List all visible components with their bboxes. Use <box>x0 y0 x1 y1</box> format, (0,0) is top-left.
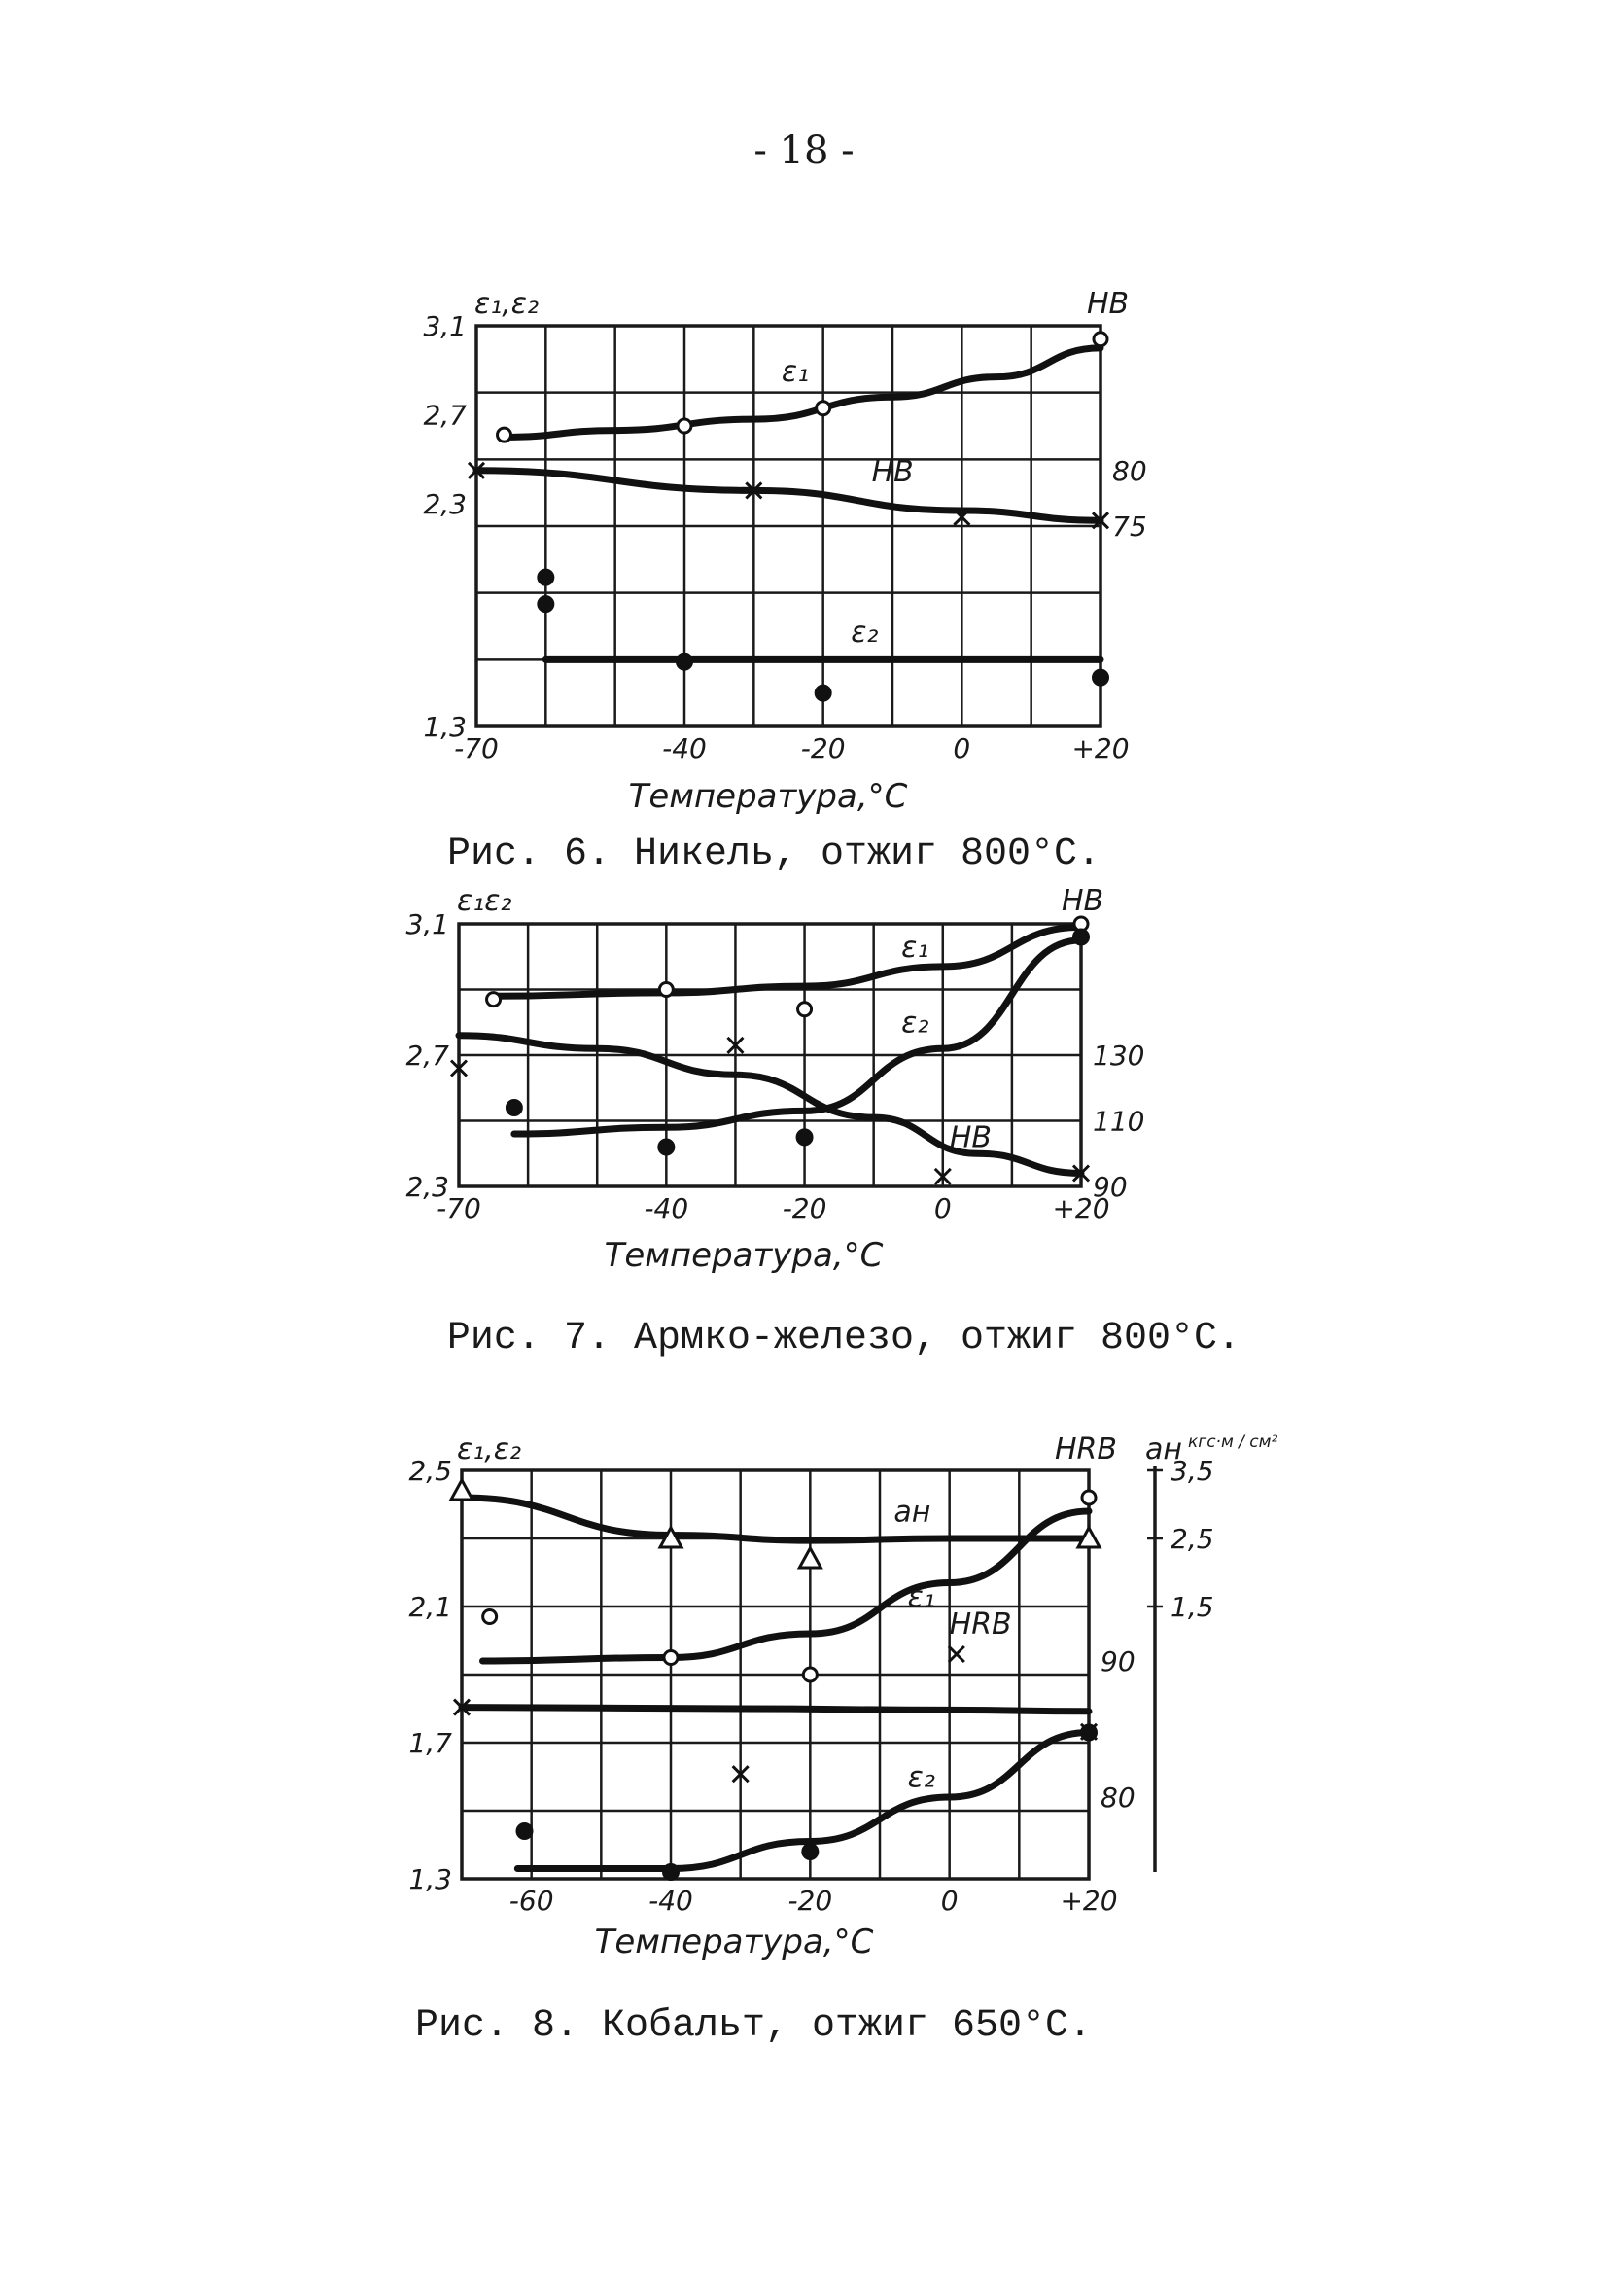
chart-7-x-tick-label: -20 <box>782 1192 827 1224</box>
chart-6-x-tick-label: -70 <box>454 732 499 764</box>
chart-8-y3label: aн <box>1145 1432 1182 1466</box>
chart-6-x-tick-label: -40 <box>662 732 707 764</box>
figure-8-cobalt <box>408 1432 1277 2048</box>
chart-6-eps2-point <box>538 570 553 585</box>
chart-8-eps2-point <box>1081 1725 1097 1741</box>
chart-8-y2-tick-label: 80 <box>1101 1782 1136 1814</box>
chart-7-y2-tick-label: 90 <box>1093 1171 1128 1203</box>
chart-8-x-tick-label: -60 <box>508 1885 554 1917</box>
chart-8-y-tick-label: 2,1 <box>408 1591 452 1623</box>
chart-8-impact-point <box>799 1548 821 1568</box>
chart-7-eps2-label: ε₂ <box>901 1006 929 1041</box>
chart-6-eps2-point <box>538 596 553 612</box>
chart-6-xlabel: Температура,°С <box>628 777 908 816</box>
chart-8-x-tick-label: +20 <box>1060 1885 1118 1917</box>
chart-7-y-tick-label: 2,3 <box>405 1171 449 1203</box>
chart-8-eps1-label: ε₁ <box>907 1580 935 1614</box>
chart-6-hb-label: НВ <box>871 455 914 490</box>
chart-8-grid <box>462 1470 1089 1879</box>
chart-8-series <box>451 1480 1100 1880</box>
chart-7-ylabel: ε₁ε₂ <box>457 884 512 918</box>
chart-8-y-tick-label: 1,7 <box>408 1727 452 1759</box>
chart-8-y2-tick-label: 90 <box>1101 1645 1136 1678</box>
chart-8-eps2-label: ε₂ <box>907 1760 935 1795</box>
figure-7-armco-iron <box>405 884 1241 1360</box>
chart-6-series <box>469 333 1108 701</box>
chart-8-hrb-curve <box>462 1708 1089 1712</box>
chart-8-hrb-point <box>949 1646 964 1662</box>
chart-8-x-tick-label: -20 <box>787 1885 833 1917</box>
chart-7-tick-labels <box>405 908 1144 1224</box>
chart-7-eps2-point <box>1073 930 1089 945</box>
chart-8-eps2-point <box>802 1844 818 1859</box>
chart-8-eps1-point <box>483 1610 497 1624</box>
chart-6-x-tick-label: +20 <box>1071 732 1130 764</box>
chart-8-x-tick-label: -40 <box>648 1885 693 1917</box>
chart-7-eps2-point <box>507 1100 522 1115</box>
chart-7-y2label: НВ <box>1062 884 1104 918</box>
chart-8-caption: Рис. 8. Кобальт, отжиг 650°С. <box>414 2004 1093 2048</box>
chart-6-eps1-point <box>678 419 691 433</box>
chart-7-x-tick-label: -40 <box>644 1192 689 1224</box>
chart-8-impact-point <box>451 1480 472 1500</box>
chart-7-eps1-point <box>798 1003 812 1016</box>
figure-6-nickel <box>423 287 1146 876</box>
chart-6-hb-curve <box>476 471 1101 521</box>
chart-8-eps2-point <box>663 1864 679 1880</box>
chart-6-x-tick-label: -20 <box>800 732 846 764</box>
chart-6-y-tick-label: 1,3 <box>423 711 467 743</box>
chart-6-eps1-label: ε₁ <box>781 355 810 390</box>
chart-8-eps1-point <box>1082 1491 1096 1504</box>
chart-8-impact-label: aн <box>893 1495 931 1530</box>
page-number: - 18 - <box>753 128 855 173</box>
chart-6-y2-tick-label: 75 <box>1112 511 1147 543</box>
chart-7-x-tick-label: -70 <box>437 1192 481 1224</box>
chart-6-y2-tick-label: 80 <box>1112 454 1147 487</box>
chart-7-series <box>451 917 1089 1184</box>
chart-8-y3-tick-label: 2,5 <box>1171 1523 1214 1555</box>
chart-6-caption: Рис. 6. Никель, отжиг 800°С. <box>446 832 1101 876</box>
chart-6-eps2-point <box>1093 670 1108 686</box>
chart-6-eps1-point <box>817 402 830 415</box>
chart-7-x-tick-label: 0 <box>933 1192 952 1224</box>
chart-7-eps2-point <box>658 1140 674 1155</box>
chart-7-caption: Рис. 7. Армко-железо, отжиг 800°С. <box>446 1317 1241 1360</box>
chart-8-y-tick-label: 2,5 <box>408 1455 452 1487</box>
chart-7-eps1-curve <box>494 927 1081 996</box>
chart-8-hrb-label: НRВ <box>949 1607 1012 1642</box>
chart-6-ylabel: ε₁,ε₂ <box>474 287 540 321</box>
chart-8-eps2-point <box>517 1823 533 1839</box>
chart-8-impact-tick-labels <box>1147 1455 1214 1623</box>
chart-6-eps2-point <box>816 686 831 701</box>
chart-8-impact-curve <box>462 1495 1089 1540</box>
chart-7-hb-label: НВ <box>949 1120 993 1155</box>
chart-7-eps1-point <box>487 993 501 1007</box>
chart-7-x-tick-label: +20 <box>1052 1192 1110 1224</box>
chart-8-y2label: НRВ <box>1055 1432 1117 1466</box>
chart-8-ylabel: ε₁,ε₂ <box>457 1432 522 1466</box>
chart-6-y-tick-label: 2,7 <box>423 399 467 432</box>
chart-6-eps2-point <box>677 654 692 670</box>
chart-7-xlabel: Температура,°С <box>604 1236 884 1275</box>
chart-8-y-tick-label: 1,3 <box>408 1863 452 1895</box>
chart-8-y3-units: кгс·м / см² <box>1188 1432 1278 1452</box>
chart-7-y2-tick-label: 110 <box>1093 1105 1145 1138</box>
chart-6-y-tick-label: 2,3 <box>423 488 467 521</box>
chart-8-xlabel: Температура,°С <box>594 1923 874 1961</box>
chart-6-x-tick-label: 0 <box>953 732 971 764</box>
chart-8-eps1-point <box>803 1668 817 1681</box>
chart-7-y-tick-label: 2,7 <box>405 1040 449 1072</box>
chart-8-y3-tick-label: 3,5 <box>1171 1455 1214 1487</box>
chart-7-eps2-curve <box>514 940 1081 1134</box>
chart-7-y2-tick-label: 130 <box>1093 1040 1145 1072</box>
chart-7-eps1-point <box>659 983 673 997</box>
chart-6-eps1-point <box>498 428 511 442</box>
chart-7-eps2-point <box>797 1129 813 1145</box>
chart-6-y2label: НВ <box>1087 287 1130 321</box>
chart-8-y3-tick-label: 1,5 <box>1171 1591 1214 1623</box>
chart-8-x-tick-label: 0 <box>940 1885 959 1917</box>
chart-6-y-tick-label: 3,1 <box>423 310 467 342</box>
chart-6-eps1-point <box>1094 333 1107 346</box>
chart-6-eps2-label: ε₂ <box>851 616 879 651</box>
chart-7-y-tick-label: 3,1 <box>405 908 449 940</box>
chart-7-eps1-label: ε₁ <box>901 930 929 965</box>
chart-8-eps1-point <box>664 1651 678 1665</box>
